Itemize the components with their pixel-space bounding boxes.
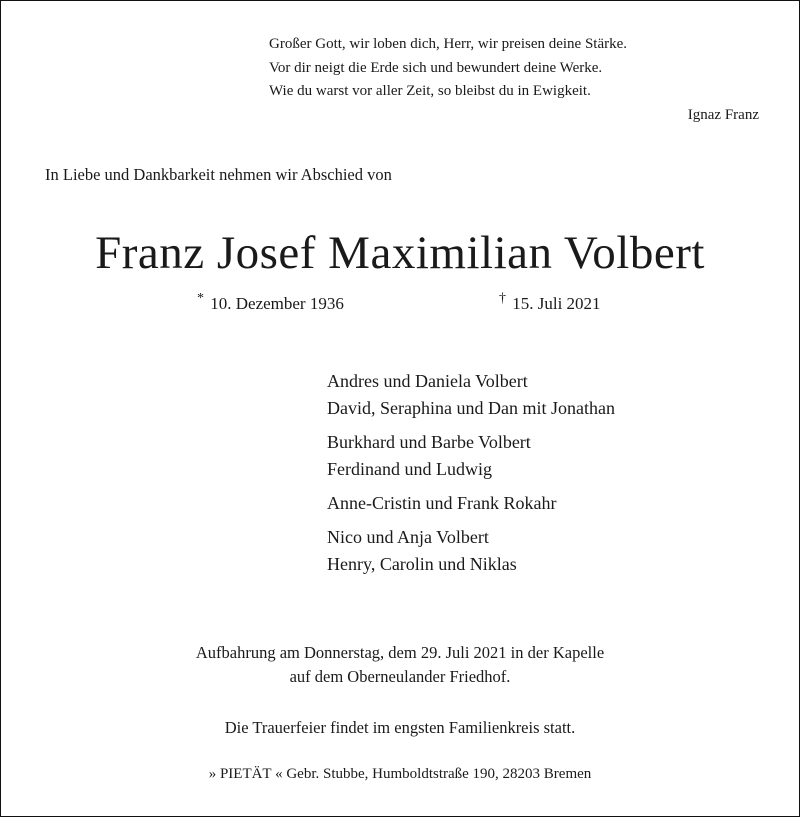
- death-date-line: [499, 291, 601, 314]
- mourner-group: [327, 524, 615, 578]
- mourner-group: [327, 429, 615, 483]
- quote-line: Vor dir neigt die Erde sich und bewundert deine Werke.: [269, 59, 603, 76]
- hymn-quote: [269, 33, 769, 127]
- mourner-line: Nico und Anja Volbert: [327, 527, 489, 547]
- viewing-info: [1, 641, 799, 689]
- mourner-line: Anne-Cristin und Frank Rokahr: [327, 493, 557, 513]
- mourner-line: Burkhard und Barbe Volbert: [327, 432, 531, 452]
- mourners-list: [327, 368, 615, 585]
- viewing-line: Aufbahrung am Donnerstag, dem 29. Juli 2021 in der Kapelle: [195, 643, 605, 662]
- farewell-intro: In Liebe und Dankbarkeit nehmen wir Abschied von: [45, 165, 392, 184]
- ceremony-info: Die Trauerfeier findet im engsten Familienkreis statt.: [224, 718, 576, 737]
- mourner-line: David, Seraphina und Dan mit Jonathan: [327, 398, 615, 418]
- quote-line: Großer Gott, wir loben dich, Herr, wir preisen deine Stärke.: [269, 36, 628, 52]
- undertaker-info: » PIETÄT « Gebr. Stubbe, Humboldtstraße 190, 28203 Bremen: [208, 766, 592, 782]
- mourner-line: Andres und Daniela Volbert: [327, 371, 528, 391]
- mourner-line: Ferdinand und Ludwig: [327, 459, 492, 479]
- mourner-group: [327, 368, 615, 422]
- viewing-line: auf dem Oberneulander Friedhof.: [289, 667, 511, 686]
- death-symbol: †: [499, 291, 506, 307]
- birth-date: 10. Dezember 1936: [210, 294, 344, 313]
- mourner-group: [327, 490, 615, 517]
- deceased-name: Franz Josef Maximilian Volbert: [95, 227, 705, 279]
- birth-date-line: [197, 291, 344, 314]
- quote-author: Ignaz Franz: [687, 106, 759, 123]
- mourner-line: Henry, Carolin und Niklas: [327, 554, 517, 574]
- quote-line: Wie du warst vor aller Zeit, so bleibst du in Ewigkeit.: [269, 83, 591, 99]
- death-date: 15. Juli 2021: [512, 294, 601, 313]
- birth-symbol: *: [197, 291, 204, 307]
